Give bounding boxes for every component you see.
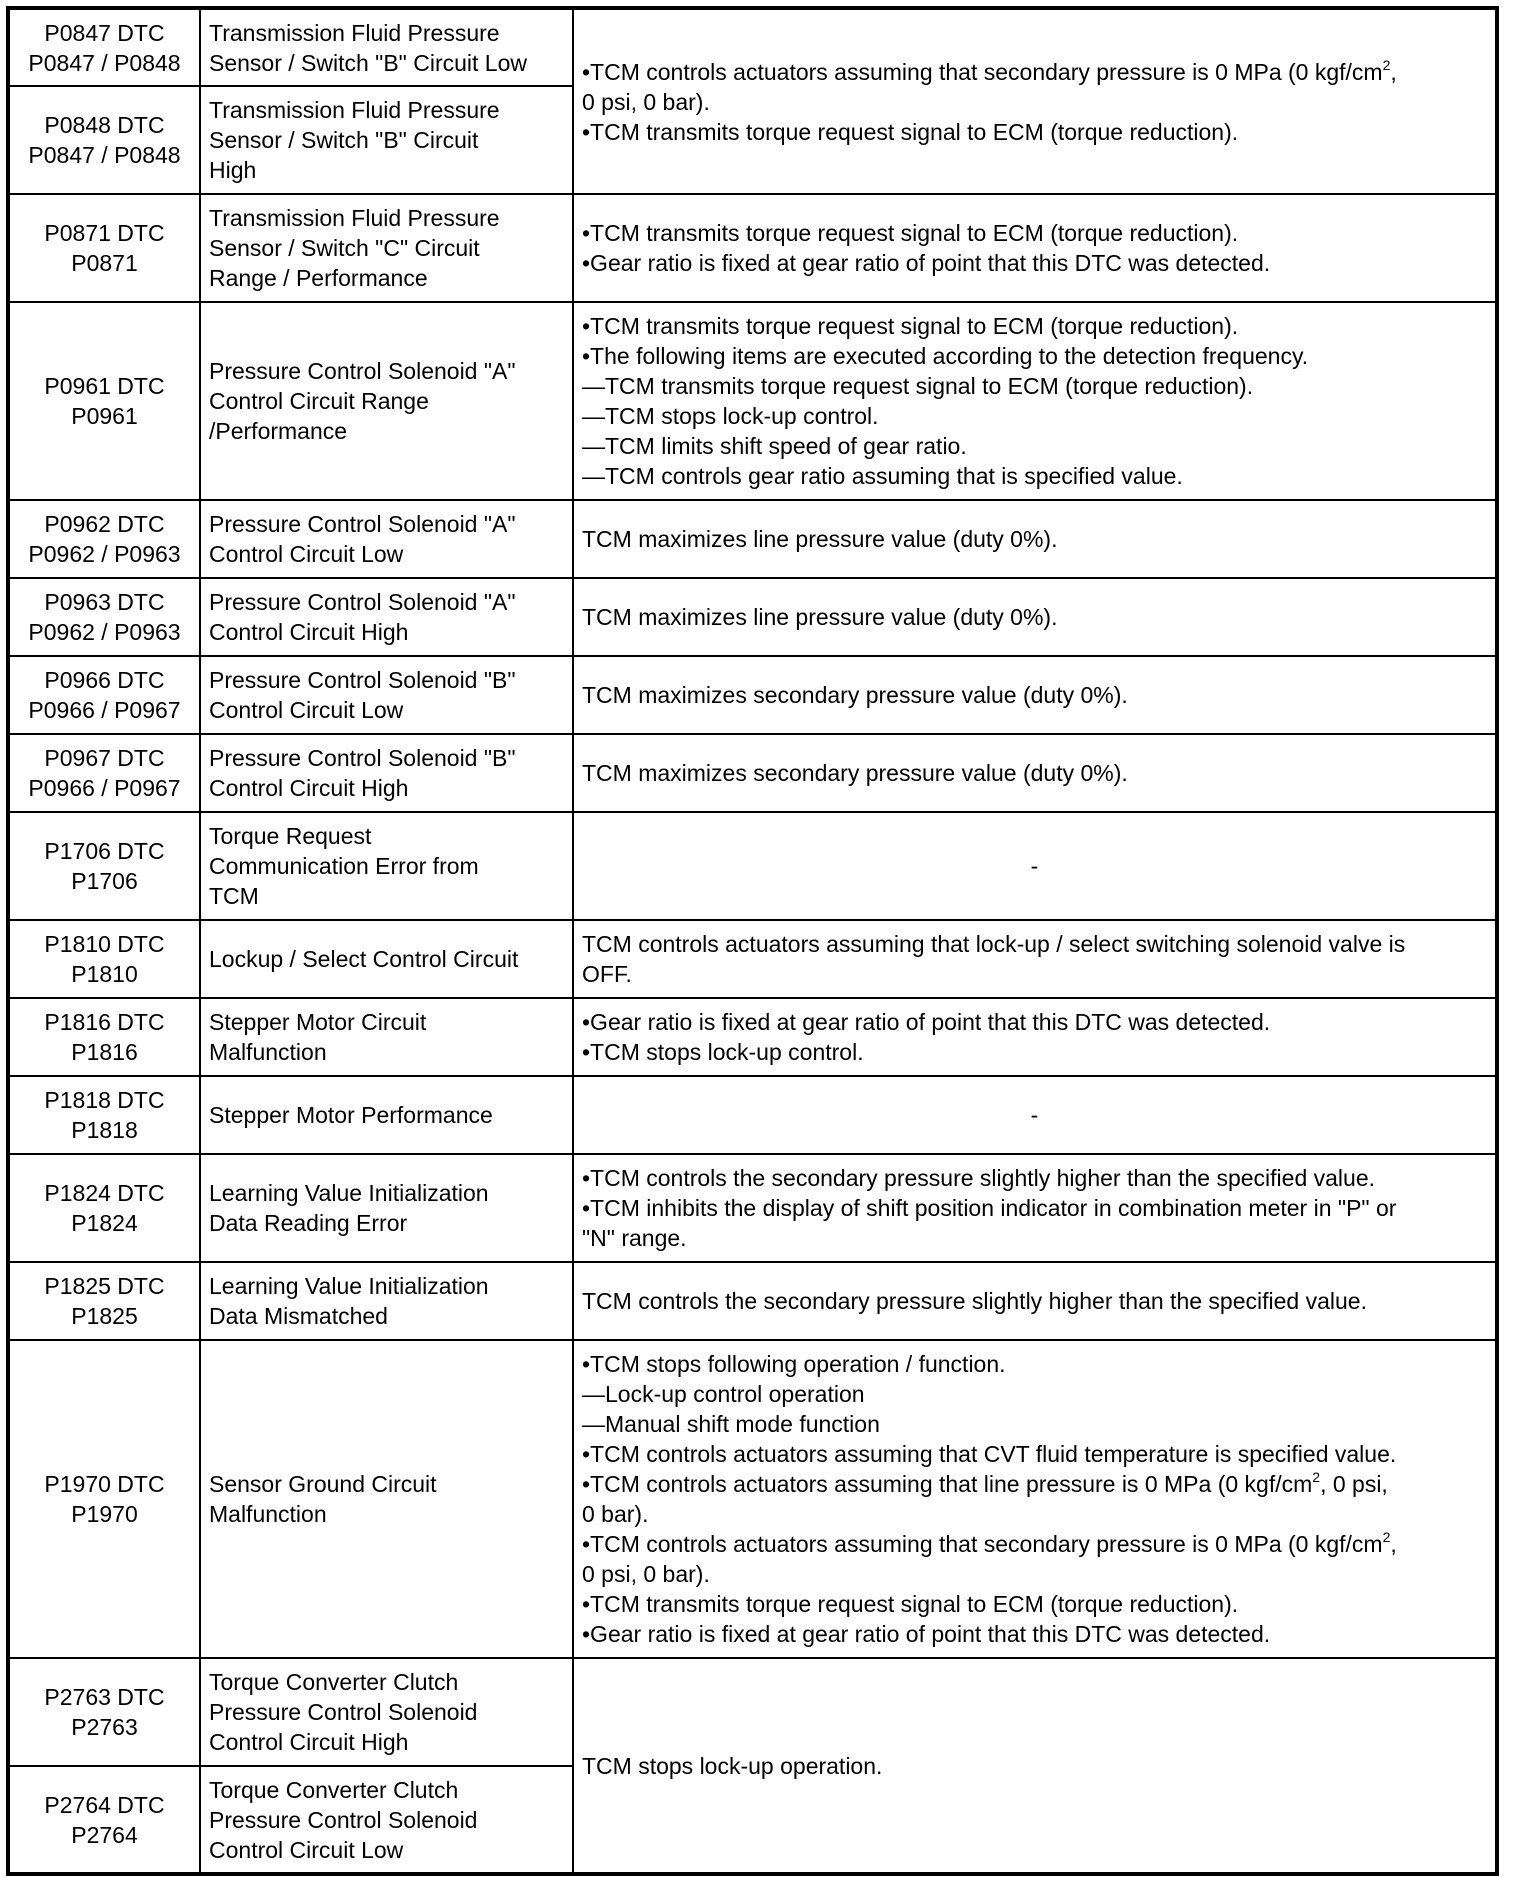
dtc-code-cell [8, 86, 200, 194]
fail-safe-cell [573, 1340, 1497, 1658]
dtc-code-cell [8, 812, 200, 920]
fail-safe-text: , [1390, 58, 1397, 85]
diagnostic-item-line: Malfunction [209, 1039, 327, 1065]
fail-safe-line: TCM controls actuators assuming that lock-up / select switching solenoid valve is [582, 931, 1406, 957]
fail-safe-line: •TCM transmits torque request signal to ECM (torque reduction). [582, 1591, 1239, 1617]
fail-safe-line: •TCM stops lock-up control. [582, 1039, 864, 1065]
fail-safe-cell [573, 1076, 1497, 1154]
diagnostic-item-line: Control Circuit Range [209, 388, 429, 414]
fail-safe-cell [573, 8, 1497, 194]
dtc-number: P0967 DTC [44, 745, 165, 771]
diagnostic-item-line: Control Circuit High [209, 619, 409, 645]
fail-safe-line: TCM controls the secondary pressure slightly higher than the specified value. [582, 1288, 1367, 1314]
diagnostic-item-cell [200, 812, 573, 920]
diagnostic-item-line: Learning Value Initialization [209, 1273, 489, 1299]
unit-superscript: 2 [1382, 56, 1391, 73]
diagnostic-item-line: Malfunction [209, 1501, 327, 1527]
fail-safe-cell [573, 1658, 1497, 1874]
fail-safe-cell [573, 1154, 1497, 1262]
dtc-number: P1970 DTC [44, 1471, 165, 1497]
dtc-number: P0962 DTC [44, 511, 165, 537]
unit-superscript: 2 [1382, 1529, 1391, 1546]
dtc-code-cell [8, 656, 200, 734]
dtc-code-group: P1816 [71, 1039, 138, 1065]
fail-safe-line: —Lock-up control operation [582, 1381, 865, 1407]
fail-safe-table [6, 6, 1499, 1876]
dtc-code-cell [8, 1658, 200, 1766]
diagnostic-item-cell [200, 1262, 573, 1340]
fail-safe-text: •TCM controls actuators assuming that line pressure is 0 MPa (0 kgf/cm [582, 1471, 1313, 1497]
table-row [8, 656, 1497, 734]
fail-safe-cell [573, 920, 1497, 998]
dtc-code-cell [8, 1076, 200, 1154]
fail-safe-cell [573, 734, 1497, 812]
fail-safe-cell [573, 656, 1497, 734]
dtc-code-cell [8, 8, 200, 86]
fail-safe-cell [573, 812, 1497, 920]
diagnostic-item-line: Torque Converter Clutch [209, 1776, 459, 1803]
diagnostic-item-cell [200, 1658, 573, 1766]
diagnostic-item-cell [200, 656, 573, 734]
dtc-number: P0963 DTC [44, 589, 165, 615]
dtc-code-cell [8, 734, 200, 812]
fail-safe-cell [573, 578, 1497, 656]
dtc-code-cell [8, 1154, 200, 1262]
dtc-number: P1825 DTC [44, 1273, 165, 1299]
diagnostic-item-cell [200, 1340, 573, 1658]
diagnostic-item-line: Pressure Control Solenoid [209, 1699, 478, 1725]
table-row [8, 1154, 1497, 1262]
diagnostic-item-line: Pressure Control Solenoid "A" [209, 511, 516, 537]
fail-safe-line [582, 57, 1487, 87]
table-row [8, 578, 1497, 656]
dtc-number: P2764 DTC [44, 1791, 165, 1818]
diagnostic-item-line: Pressure Control Solenoid "A" [209, 358, 516, 384]
fail-safe-line: —TCM limits shift speed of gear ratio. [582, 433, 967, 459]
dtc-number: P1706 DTC [44, 838, 165, 864]
dtc-code-group: P1824 [71, 1210, 138, 1236]
dtc-code-group: P1825 [71, 1303, 138, 1329]
diagnostic-item-line: Control Circuit Low [209, 697, 404, 723]
dtc-code-cell [8, 1340, 200, 1658]
fail-safe-line: •Gear ratio is fixed at gear ratio of point that this DTC was detected. [582, 1009, 1271, 1035]
dtc-number: P0848 DTC [44, 112, 165, 138]
dtc-code-cell [8, 578, 200, 656]
table-row [8, 734, 1497, 812]
dtc-number: P2763 DTC [44, 1684, 165, 1710]
fail-safe-line: TCM maximizes secondary pressure value (duty 0%). [582, 682, 1128, 708]
dtc-code-group: P1970 [71, 1501, 138, 1527]
fail-safe-cell [573, 194, 1497, 302]
diagnostic-item-cell [200, 1154, 573, 1262]
dtc-code-group: P1706 [71, 868, 138, 894]
fail-safe-line: •Gear ratio is fixed at gear ratio of point that this DTC was detected. [582, 1621, 1271, 1647]
dtc-number: P0961 DTC [44, 373, 165, 399]
fail-safe-line: —TCM transmits torque request signal to ECM (torque reduction). [582, 373, 1254, 399]
dtc-code-group: P0966 / P0967 [28, 775, 181, 801]
diagnostic-item-line: Pressure Control Solenoid "B" [209, 667, 516, 693]
dtc-number: P0871 DTC [44, 220, 165, 246]
diagnostic-item-line: Control Circuit Low [209, 541, 404, 567]
fail-safe-line: •TCM transmits torque request signal to ECM (torque reduction). [582, 313, 1239, 339]
dtc-code-group: P1810 [71, 961, 138, 987]
dtc-code-group: P1818 [71, 1117, 138, 1143]
fail-safe-line: TCM maximizes secondary pressure value (duty 0%). [582, 760, 1128, 786]
dtc-number: P1810 DTC [44, 931, 165, 957]
fail-safe-line: •Gear ratio is fixed at gear ratio of point that this DTC was detected. [582, 250, 1271, 276]
table-row [8, 1658, 1497, 1766]
dtc-code-group: P2764 [71, 1821, 138, 1848]
dtc-number: P0847 DTC [44, 19, 165, 46]
fail-safe-line: 0 psi, 0 bar). [582, 1561, 710, 1587]
table-row [8, 8, 1497, 86]
fail-safe-line: •TCM controls actuators assuming that CVT fluid temperature is specified value. [582, 1441, 1397, 1467]
dtc-code-cell [8, 1766, 200, 1874]
fail-safe-line: —Manual shift mode function [582, 1411, 880, 1437]
dtc-code-group: P0966 / P0967 [28, 697, 181, 723]
fail-safe-line [582, 1469, 1487, 1499]
unit-superscript: 2 [1312, 1469, 1321, 1486]
diagnostic-item-line: Stepper Motor Circuit [209, 1009, 427, 1035]
diagnostic-item-line: Range / Performance [209, 265, 428, 291]
diagnostic-item-line: Sensor / Switch "B" Circuit Low [209, 49, 527, 76]
diagnostic-item-cell [200, 86, 573, 194]
fail-safe-line: OFF. [582, 961, 632, 987]
fail-safe-line: TCM stops lock-up operation. [582, 1752, 883, 1779]
dtc-code-cell [8, 1262, 200, 1340]
diagnostic-item-line: Transmission Fluid Pressure [209, 205, 500, 231]
fail-safe-text: , [1390, 1531, 1397, 1557]
diagnostic-item-line: /Performance [209, 418, 348, 444]
diagnostic-item-line: Transmission Fluid Pressure [209, 97, 500, 123]
diagnostic-item-cell [200, 734, 573, 812]
table-row [8, 998, 1497, 1076]
fail-safe-cell [573, 998, 1497, 1076]
fail-safe-text: , 0 psi, [1320, 1471, 1388, 1497]
diagnostic-item-line: Lockup / Select Control Circuit [209, 946, 519, 972]
fail-safe-line: - [1030, 853, 1039, 879]
diagnostic-item-line: Control Circuit High [209, 1729, 409, 1755]
fail-safe-line: •TCM transmits torque request signal to ECM (torque reduction). [582, 118, 1239, 145]
fail-safe-line: •TCM transmits torque request signal to ECM (torque reduction). [582, 220, 1239, 246]
dtc-number: P1818 DTC [44, 1087, 165, 1113]
dtc-fail-safe-sheet [6, 6, 1495, 1876]
diagnostic-item-line: Communication Error from [209, 853, 479, 879]
dtc-number: P1824 DTC [44, 1180, 165, 1206]
diagnostic-item-line: Data Reading Error [209, 1210, 408, 1236]
fail-safe-line [582, 1529, 1487, 1559]
table-row [8, 1340, 1497, 1658]
dtc-code-group: P2763 [71, 1714, 138, 1740]
fail-safe-line: - [1030, 1102, 1039, 1128]
dtc-code-group: P0961 [71, 403, 138, 429]
fail-safe-line: 0 psi, 0 bar). [582, 88, 710, 115]
dtc-code-group: P0847 / P0848 [28, 142, 181, 168]
fail-safe-line: •TCM controls the secondary pressure slightly higher than the specified value. [582, 1165, 1376, 1191]
dtc-code-cell [8, 194, 200, 302]
table-body [8, 8, 1497, 1874]
diagnostic-item-line: Data Mismatched [209, 1303, 388, 1329]
diagnostic-item-line: Pressure Control Solenoid [209, 1806, 478, 1833]
table-row [8, 302, 1497, 500]
diagnostic-item-line: Control Circuit Low [209, 1836, 404, 1863]
table-row [8, 194, 1497, 302]
diagnostic-item-cell [200, 578, 573, 656]
fail-safe-line: —TCM controls gear ratio assuming that is specified value. [582, 463, 1183, 489]
diagnostic-item-line: Torque Converter Clutch [209, 1669, 459, 1695]
diagnostic-item-line: High [209, 157, 257, 183]
diagnostic-item-cell [200, 500, 573, 578]
fail-safe-text: •TCM controls actuators assuming that secondary pressure is 0 MPa (0 kgf/cm [582, 58, 1383, 85]
diagnostic-item-line: Sensor / Switch "C" Circuit [209, 235, 480, 261]
dtc-number: P1816 DTC [44, 1009, 165, 1035]
diagnostic-item-cell [200, 194, 573, 302]
fail-safe-cell [573, 1262, 1497, 1340]
fail-safe-text: •TCM controls actuators assuming that secondary pressure is 0 MPa (0 kgf/cm [582, 1531, 1383, 1557]
diagnostic-item-line: Transmission Fluid Pressure [209, 19, 500, 46]
table-row [8, 1076, 1497, 1154]
table-row [8, 920, 1497, 998]
diagnostic-item-cell [200, 1076, 573, 1154]
fail-safe-line: •The following items are executed according to the detection frequency. [582, 343, 1309, 369]
diagnostic-item-cell [200, 998, 573, 1076]
fail-safe-line: "N" range. [582, 1225, 687, 1251]
diagnostic-item-line: Sensor Ground Circuit [209, 1471, 437, 1497]
fail-safe-line: 0 bar). [582, 1501, 649, 1527]
diagnostic-item-line: Pressure Control Solenoid "A" [209, 589, 516, 615]
diagnostic-item-cell [200, 302, 573, 500]
diagnostic-item-line: Sensor / Switch "B" Circuit [209, 127, 479, 153]
fail-safe-line: —TCM stops lock-up control. [582, 403, 879, 429]
fail-safe-line: •TCM inhibits the display of shift position indicator in combination meter in "P" or [582, 1195, 1397, 1221]
dtc-number: P0966 DTC [44, 667, 165, 693]
fail-safe-cell [573, 500, 1497, 578]
diagnostic-item-cell [200, 1766, 573, 1874]
dtc-code-group: P0871 [71, 250, 138, 276]
dtc-code-group: P0962 / P0963 [28, 541, 181, 567]
table-row [8, 1262, 1497, 1340]
diagnostic-item-line: Torque Request [209, 823, 372, 849]
fail-safe-cell [573, 302, 1497, 500]
dtc-code-group: P0847 / P0848 [28, 49, 181, 76]
diagnostic-item-line: Learning Value Initialization [209, 1180, 489, 1206]
dtc-code-cell [8, 302, 200, 500]
fail-safe-line: TCM maximizes line pressure value (duty 0%). [582, 526, 1058, 552]
dtc-code-cell [8, 920, 200, 998]
diagnostic-item-cell [200, 920, 573, 998]
dtc-code-cell [8, 998, 200, 1076]
diagnostic-item-line: TCM [209, 883, 259, 909]
table-row [8, 500, 1497, 578]
fail-safe-line: TCM maximizes line pressure value (duty 0%). [582, 604, 1058, 630]
diagnostic-item-cell [200, 8, 573, 86]
dtc-code-cell [8, 500, 200, 578]
table-row [8, 812, 1497, 920]
diagnostic-item-line: Control Circuit High [209, 775, 409, 801]
diagnostic-item-line: Stepper Motor Performance [209, 1102, 493, 1128]
dtc-code-group: P0962 / P0963 [28, 619, 181, 645]
fail-safe-line: •TCM stops following operation / function. [582, 1351, 1006, 1377]
diagnostic-item-line: Pressure Control Solenoid "B" [209, 745, 516, 771]
